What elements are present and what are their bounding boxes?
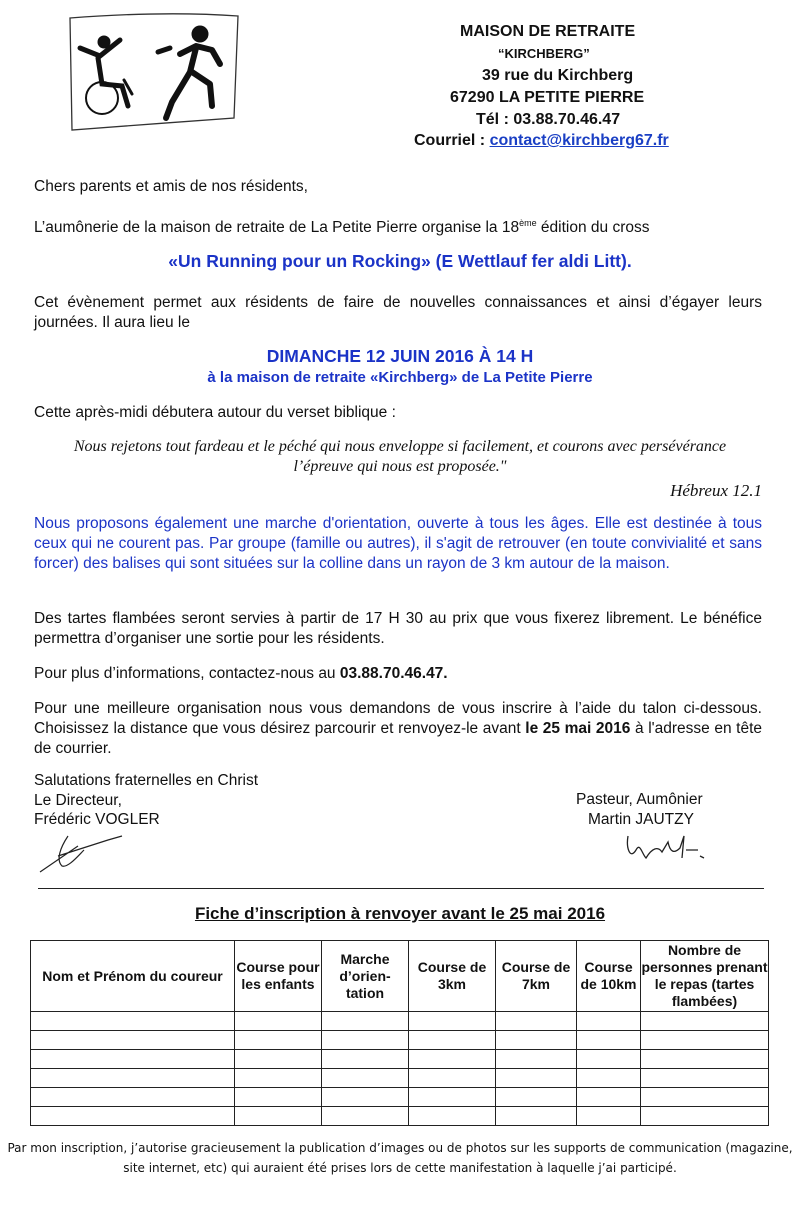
table-cell[interactable] [641, 1069, 769, 1088]
col-kids-course: Course pour les enfants [235, 941, 322, 1012]
table-cell[interactable] [496, 1088, 577, 1107]
table-cell[interactable] [322, 1107, 409, 1126]
table-cell[interactable] [31, 1088, 235, 1107]
table-cell[interactable] [235, 1031, 322, 1050]
table-cell[interactable] [322, 1050, 409, 1069]
table-row [31, 1031, 769, 1050]
table-cell[interactable] [409, 1031, 496, 1050]
address-city: 67290 LA PETITE PIERRE [450, 89, 645, 106]
pastor-title: Pasteur, Aumônier [576, 791, 703, 808]
table-cell[interactable] [496, 1031, 577, 1050]
orga-text-a: Pour une meilleure organisation nous vous demandons de vous inscrire à l’aide du talon ci-dessous. Choisissez la distance que vous désirez parcourir et renvoyez-le avant [34, 700, 762, 737]
intro-sup: ème [519, 218, 537, 228]
table-cell[interactable] [577, 1088, 641, 1107]
table-cell[interactable] [577, 1050, 641, 1069]
orientation-paragraph: Nous proposons également une marche d'orientation, ouverte à tous les âges. Elle est destinée à tous ceux qui ne courent pas. Par groupe (famille ou autres), il s'agit de retrouver (en toute convivialité et sans forcer) des balises qui sont situées sur la colline dans un rayon de 3 km autour de la maison. [34, 515, 762, 572]
table-cell[interactable] [322, 1012, 409, 1031]
tartes-paragraph: Des tartes flambées seront servies à partir de 17 H 30 au prix que vous fixerez librement. Le bénéfice permettra d’organiser une sortie pour les résidents. [34, 610, 762, 647]
table-row [31, 1050, 769, 1069]
logo-runners-icon [62, 10, 242, 135]
separator-line [38, 888, 764, 889]
table-cell[interactable] [641, 1012, 769, 1031]
info-paragraph [34, 664, 762, 684]
address-street: 39 rue du Kirchberg [482, 67, 634, 84]
table-cell[interactable] [577, 1069, 641, 1088]
col-name: Nom et Prénom du coureur [31, 941, 235, 1012]
table-cell[interactable] [409, 1050, 496, 1069]
col-7km: Course de 7km [496, 941, 577, 1012]
event-place: à la maison de retraite «Kirchberg» de La Petite Pierre [207, 369, 593, 386]
phone-number: Tél : 03.88.70.46.47 [476, 111, 621, 128]
form-title [0, 904, 800, 924]
col-10km: Course de 10km [577, 941, 641, 1012]
intro-paragraph [34, 213, 762, 238]
info-phone: 03.88.70.46.47. [339, 665, 448, 682]
table-row [31, 1107, 769, 1126]
table-cell[interactable] [577, 1031, 641, 1050]
form-title-text: Fiche d’inscription à renvoyer avant le 25 mai 2016 [194, 904, 606, 923]
table-cell[interactable] [409, 1088, 496, 1107]
orga-text-b: à l'adresse en tête de courrier. [34, 720, 763, 757]
table-cell[interactable] [235, 1012, 322, 1031]
table-cell[interactable] [235, 1088, 322, 1107]
col-meal: Nombre de personnes prenant le repas (tartes flambées) [641, 941, 769, 1012]
pastor-signature-icon [622, 828, 707, 868]
table-cell[interactable] [496, 1107, 577, 1126]
verse-intro: Cette après-midi débutera autour du verset biblique : [34, 404, 396, 421]
table-cell[interactable] [577, 1107, 641, 1126]
table-row [31, 1012, 769, 1031]
institution-name: MAISON DE RETRAITE [460, 23, 636, 40]
table-cell[interactable] [235, 1069, 322, 1088]
event-description: Cet évènement permet aux résidents de faire de nouvelles connaissances et ainsi d’égayer leurs journées. Il aura lieu le [34, 294, 762, 331]
table-cell[interactable] [31, 1107, 235, 1126]
pastor-name: Martin JAUTZY [588, 811, 694, 828]
director-signature-icon [38, 826, 123, 876]
table-cell[interactable] [235, 1107, 322, 1126]
table-row [31, 1088, 769, 1107]
table-cell[interactable] [641, 1031, 769, 1050]
table-cell[interactable] [409, 1107, 496, 1126]
table-cell[interactable] [496, 1012, 577, 1031]
table-cell[interactable] [322, 1088, 409, 1107]
greeting: Chers parents et amis de nos résidents, [34, 178, 308, 195]
table-cell[interactable] [31, 1069, 235, 1088]
table-cell[interactable] [322, 1069, 409, 1088]
table-cell[interactable] [235, 1050, 322, 1069]
intro-text-b: édition du cross [536, 219, 650, 236]
event-title: «Un Running pour un Rocking» (E Wettlauf fer aldi Litt). [168, 251, 632, 271]
table-cell[interactable] [31, 1050, 235, 1069]
table-cell[interactable] [641, 1088, 769, 1107]
col-3km: Course de 3km [409, 941, 496, 1012]
email-label: Courriel : [414, 132, 490, 149]
table-cell[interactable] [322, 1031, 409, 1050]
table-cell[interactable] [31, 1031, 235, 1050]
info-text: Pour plus d’informations, contactez-nous au [34, 665, 340, 682]
verse-reference: Hébreux 12.1 [670, 481, 762, 500]
table-cell[interactable] [496, 1069, 577, 1088]
table-header-row [31, 941, 769, 1012]
organisation-paragraph [34, 699, 762, 759]
intro-text-a: L’aumônerie de la maison de retraite de La Petite Pierre organise la 18 [34, 219, 520, 236]
email-line [414, 131, 669, 151]
table-cell[interactable] [496, 1050, 577, 1069]
table-cell[interactable] [31, 1012, 235, 1031]
salutation: Salutations fraternelles en Christ [34, 772, 259, 789]
table-cell[interactable] [409, 1012, 496, 1031]
director-title: Le Directeur, [34, 792, 122, 809]
table-cell[interactable] [641, 1050, 769, 1069]
consent-note: Par mon inscription, j’autorise gracieusement la publication d’images ou de photos sur les supports de communication (magazine, site internet, etc) qui auraient été prises lors de cette manifestation à laquelle j’ai participé. [7, 1141, 793, 1175]
col-orientation: Marche d’orien-tation [322, 941, 409, 1012]
verse-line-1: Nous rejetons tout fardeau et le péché qui nous enveloppe si facilement, et courons avec persévérance [73, 438, 727, 455]
director-name: Frédéric VOGLER [34, 811, 160, 828]
email-link[interactable]: contact@kirchberg67.fr [489, 132, 669, 149]
table-cell[interactable] [577, 1012, 641, 1031]
event-date: DIMANCHE 12 JUIN 2016 À 14 H [266, 346, 534, 366]
registration-table [30, 940, 769, 1126]
orga-deadline: le 25 mai 2016 [525, 720, 631, 737]
bible-verse [0, 437, 800, 477]
verse-line-2: l’épreuve qui nous est proposée." [293, 458, 507, 475]
institution-subtitle: “KIRCHBERG” [498, 46, 590, 61]
table-cell[interactable] [641, 1107, 769, 1126]
table-row [31, 1069, 769, 1088]
table-cell[interactable] [409, 1069, 496, 1088]
